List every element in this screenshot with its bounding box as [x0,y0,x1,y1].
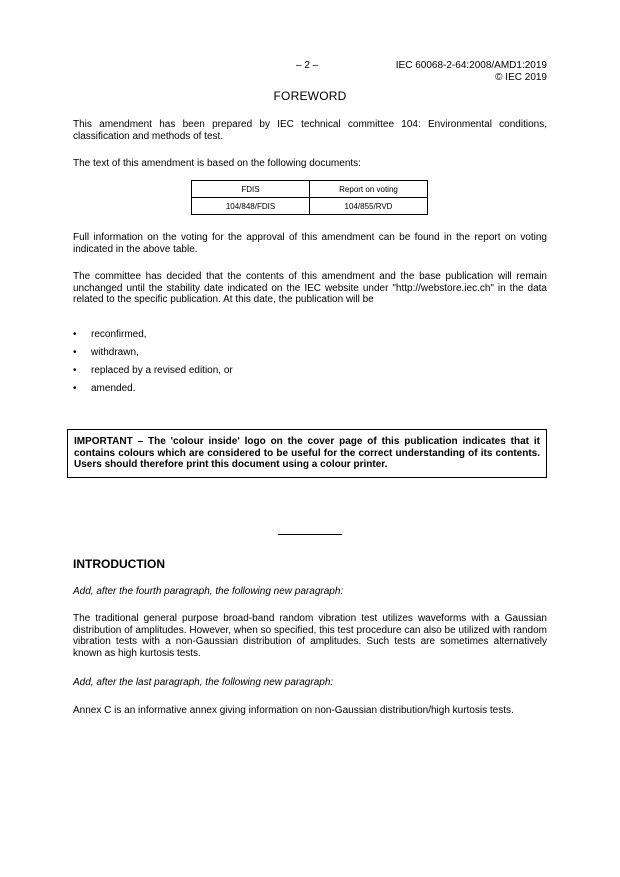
introduction-heading: INTRODUCTION [73,557,165,571]
list-item-text: reconfirmed, [91,329,147,340]
table-row [192,198,428,215]
bullet-icon: • [73,383,77,394]
section-divider [278,534,342,535]
foreword-title: FOREWORD [273,89,347,103]
introduction-instruction-2: Add, after the last paragraph, the following new paragraph: [73,677,334,688]
introduction-paragraph-2: Annex C is an informative annex giving information on non-Gaussian distribution/high kurtosis tests. [73,705,514,716]
list-item-text: withdrawn, [91,347,139,358]
table-cell: 104/848/FDIS [192,198,310,215]
list-item [73,347,233,365]
table-cell: 104/855/RVD [310,198,428,215]
foreword-paragraph-2: The text of this amendment is based on the following documents: [73,158,361,169]
list-item-text: amended. [91,383,136,394]
document-header-ref [396,60,547,84]
introduction-paragraph-1: The traditional general purpose broad-band random vibration test utilizes waveforms with a Gaussian distribution of amplitudes. However, when so specified, this test procedure can also be utilized with random vibration tests with a non-Gaussian distribution of amplitudes. Such tests are sometimes alternatively known as high kurtosis tests. [73,613,547,659]
bullet-icon: • [73,329,77,340]
table-header-cell: FDIS [192,181,310,198]
foreword-paragraph-4: The committee has decided that the contents of this amendment and the base publication will remain unchanged until the stability date indicated on the IEC website under "http://webstore.iec.ch" in the data related to the specific publication. At this date, the publication will be [73,271,547,305]
publication-status-list [73,329,233,401]
list-item [73,365,233,383]
page-number: – 2 – [296,60,319,71]
foreword-paragraph-3: Full information on the voting for the approval of this amendment can be found in the report on voting indicated in the above table. [73,232,547,255]
list-item-text: replaced by a revised edition, or [91,365,233,376]
bullet-icon: • [73,347,77,358]
copyright-notice: © IEC 2019 [495,72,547,83]
table-header-row [192,181,428,198]
foreword-paragraph-1: This amendment has been prepared by IEC technical committee 104: Environmental conditions, classification and methods of test. [73,119,547,142]
list-item [73,329,233,347]
voting-documents-table [191,180,428,215]
table-header-cell: Report on voting [310,181,428,198]
important-notice-box: IMPORTANT – The 'colour inside' logo on the cover page of this publication indicates that it contains colours which are considered to be useful for the correct understanding of its contents. Users should therefore print this document using a colour printer. [67,429,547,478]
list-item [73,383,233,401]
introduction-instruction-1: Add, after the fourth paragraph, the following new paragraph: [73,586,344,597]
bullet-icon: • [73,365,77,376]
document-reference: IEC 60068-2-64:2008/AMD1:2019 [395,60,547,71]
